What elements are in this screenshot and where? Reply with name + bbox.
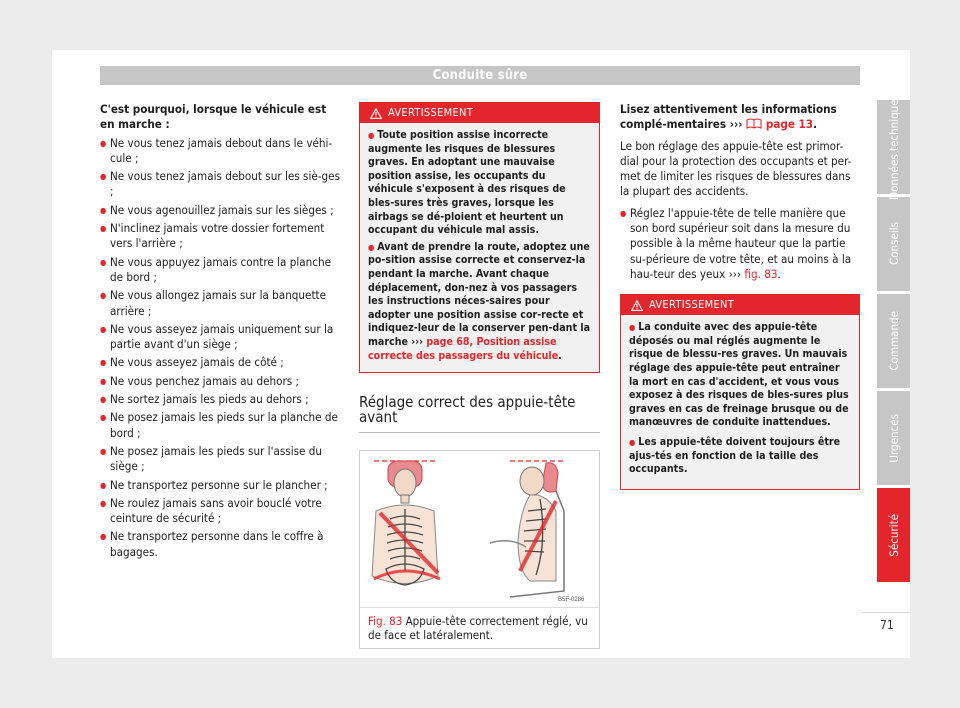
warning-box bbox=[359, 102, 600, 373]
intro-paragraph bbox=[620, 102, 860, 133]
warning-box bbox=[620, 294, 860, 490]
list-item: ● Ne roulez jamais sans avoir bouclé votre ceinture de sécurité ; bbox=[100, 496, 340, 527]
warning-triangle-icon bbox=[631, 300, 643, 311]
list-item: ● Ne posez jamais les pieds sur la planche de bord ; bbox=[100, 410, 340, 441]
tab-label: Conseils bbox=[886, 222, 901, 266]
column-left bbox=[100, 102, 340, 563]
tab-label: Sécurité bbox=[886, 513, 901, 557]
list-item: ● Ne vous penchez jamais au dehors ; bbox=[100, 374, 340, 389]
punctuation: . bbox=[813, 117, 818, 132]
intro-text: Lisez attentivement les informations complé-mentaires bbox=[620, 102, 837, 132]
figure-caption bbox=[360, 607, 599, 648]
warning-text: Avant de prendre la route, adoptez une po-sition assise correcte et conservez-la pendant la marche. Avant chaque déplacement, don-nez à vos passagers les instructions néces-saires pour adopter une position assise cor-recte et indiquez-leur de la conserver pen-dant la marche bbox=[368, 240, 591, 348]
reference-arrow: ››› bbox=[726, 117, 743, 132]
warning-text: Toute position assise incorrecte augmente les risques de blessures graves. En adoptant une mauvaise position assise, les occupants du véhicule s'exposent à des risques de bles-sures très graves, lorsque les airbags se dé-ploient et heurtent un occupant du véhicule mal assis. bbox=[368, 129, 566, 237]
footer-divider bbox=[862, 612, 910, 613]
bullet-icon: ● bbox=[368, 131, 375, 140]
warning-body bbox=[360, 123, 599, 372]
list-text: Réglez l'appuie-tête de telle manière que son bord supérieur soit dans la mesure du possible à la même hauteur que la partie su-périeure de votre tête, et au moins à la hau-teur des yeux bbox=[630, 205, 852, 281]
warning-triangle-icon bbox=[370, 108, 382, 119]
book-icon bbox=[746, 118, 762, 129]
list-item: ● N'inclinez jamais votre dossier fortement vers l'arrière ; bbox=[100, 221, 340, 252]
warning-paragraph bbox=[629, 436, 851, 477]
figure-caption-text: Appuie-tête correctement réglé, vu de face et latéralement. bbox=[368, 613, 588, 642]
headrest-diagram-icon bbox=[360, 451, 599, 607]
chapter-tabs bbox=[877, 94, 910, 585]
warning-title: AVERTISSEMENT bbox=[388, 106, 474, 119]
punctuation: . bbox=[558, 349, 562, 362]
column-right bbox=[620, 102, 860, 490]
tab-label: Données techniques bbox=[886, 94, 901, 200]
list-intro: C'est pourquoi, lorsque le véhicule est en marche : bbox=[100, 102, 327, 132]
figure-label: Fig. 83 bbox=[368, 613, 403, 628]
list-item: ● Ne transportez personne dans le coffre à bagages. bbox=[100, 529, 340, 560]
list-item: ● Ne vous asseyez jamais uniquement sur la partie avant d'un siège ; bbox=[100, 322, 340, 353]
list-item: ● Ne vous allongez jamais sur la banquette arrière ; bbox=[100, 288, 340, 319]
list-item: ● Ne vous appuyez jamais contre la planche de bord ; bbox=[100, 255, 340, 286]
list-item: ● Ne vous tenez jamais debout sur les siè-ges ; bbox=[100, 169, 340, 200]
bullet-icon: ● bbox=[629, 323, 636, 333]
tab-label: Urgences bbox=[886, 413, 901, 463]
list-item: ● Ne transportez personne sur le plancher ; bbox=[100, 478, 340, 493]
tab-commande[interactable] bbox=[877, 294, 910, 388]
list-item: ● Ne vous asseyez jamais de côté ; bbox=[100, 355, 340, 370]
rules-list bbox=[100, 136, 340, 560]
page-reference-link[interactable]: page 13 bbox=[762, 117, 814, 132]
chapter-header: Conduite sûre bbox=[100, 66, 860, 85]
warning-text: Les appuie-tête doivent toujours être ajus-tés en fonction de la taille des occupants. bbox=[629, 436, 841, 476]
reference-arrow: ››› bbox=[725, 266, 742, 281]
page-reference-link[interactable]: page 68, Position assise correcte des passagers du véhicule bbox=[368, 335, 559, 362]
warning-paragraph bbox=[629, 321, 851, 430]
list-item: ● Ne sortez jamais les pieds au dehors ; bbox=[100, 392, 340, 407]
headrest-illustration bbox=[360, 451, 599, 607]
list-item: ● Ne vous tenez jamais debout dans le véhi-cule ; bbox=[100, 136, 340, 167]
instructions-list bbox=[620, 206, 860, 282]
warning-header bbox=[360, 103, 599, 123]
section-title: Réglage correct des appuie-tête avant bbox=[359, 395, 600, 433]
list-item: ● Ne posez jamais les pieds sur l'assise du siège ; bbox=[100, 444, 340, 475]
punctuation: . bbox=[777, 266, 781, 281]
figure-code: B5F-0286 bbox=[558, 596, 585, 603]
column-middle bbox=[359, 102, 600, 649]
tab-urgences[interactable] bbox=[877, 391, 910, 485]
figure-83 bbox=[359, 450, 600, 649]
warning-title: AVERTISSEMENT bbox=[649, 298, 735, 312]
warning-header bbox=[621, 295, 859, 315]
warning-paragraph bbox=[368, 241, 591, 363]
bullet-icon: ● bbox=[629, 438, 636, 448]
reference-arrow: ››› bbox=[407, 335, 424, 348]
warning-paragraph bbox=[368, 129, 591, 238]
warning-body bbox=[621, 315, 859, 489]
list-item: ● Ne vous agenouillez jamais sur les sièges ; bbox=[100, 203, 340, 218]
tab-donnees-techniques[interactable] bbox=[877, 94, 910, 200]
figure-reference-link[interactable]: fig. 83 bbox=[741, 266, 778, 281]
list-item bbox=[620, 206, 860, 282]
tab-securite[interactable] bbox=[877, 488, 910, 582]
warning-text: La conduite avec des appuie-tête déposés ou mal réglés augmente le risque de blessu-res graves. Un mauvais réglage des appuie-tête peut entraîner la mort en cas d'accident, et vous vous exposez à des risques de bles-sures plus graves en cas de freinage brusque ou de manœuvres de conduite inattendues. bbox=[629, 321, 849, 429]
bullet-icon: ● bbox=[368, 242, 375, 252]
tab-conseils[interactable] bbox=[877, 197, 910, 291]
body-paragraph: Le bon réglage des appuie-tête est primor-dial pour la protection des occupants et per-met de limiter les risques de blessures dans la plupart des accidents. bbox=[620, 138, 852, 199]
page-number: 71 bbox=[880, 618, 894, 632]
tab-label: Commande bbox=[886, 311, 901, 371]
